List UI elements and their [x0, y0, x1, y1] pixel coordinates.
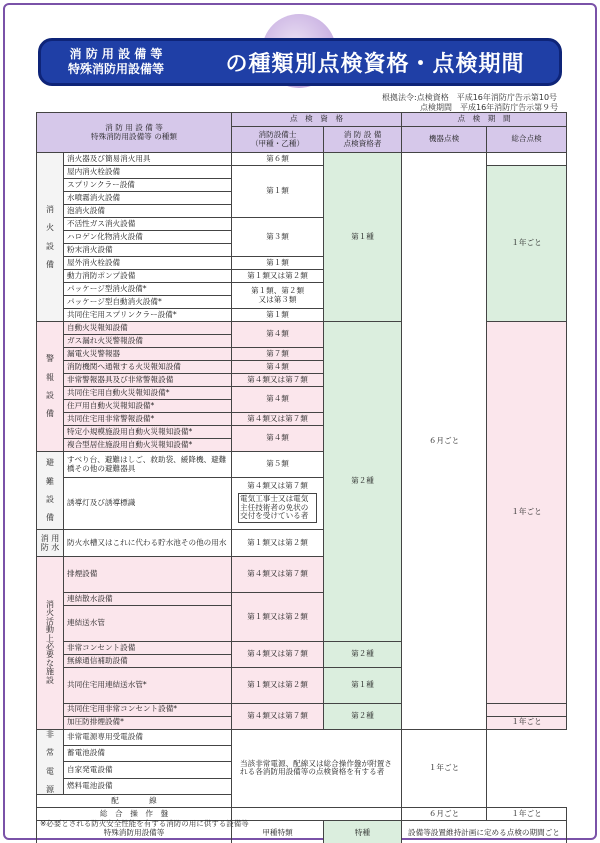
engineer-class: 第４類又は第７類 [232, 413, 324, 426]
equipment-period: ６月ごと [402, 153, 487, 730]
equipment-period: ６月ごと [402, 808, 487, 821]
engineer-class: 第４類 [232, 322, 324, 348]
engineer-class: 第４類又は第７類 [232, 557, 324, 593]
category-emergency-power: 非 常 電 源 [37, 729, 64, 794]
row-item: 自動火災報知設備 [64, 322, 232, 335]
row-item: 共同住宅用連結送水管* [64, 667, 232, 703]
row-item: 無線通信補助設備 [64, 654, 232, 667]
engineer-class: 第４類又は第７類 電気工事士又は電気主任技術者の免状の交付を受けている者 [232, 478, 324, 530]
row-wiring: 配 線 [37, 795, 232, 808]
header-engineer: 消防設備士 （甲種・乙種） [232, 127, 324, 153]
row-item: 複合型居住施設用自動火災報知設備* [64, 439, 232, 452]
row-item: 連結送水管 [64, 606, 232, 642]
row-item: すべり台、避難はしご、救助袋、緩降機、避難橋その他の避難器具 [64, 452, 232, 478]
title-banner [38, 38, 562, 86]
general-period-blank [487, 703, 567, 716]
control-panel-blank [232, 808, 402, 821]
row-item: 水噴霧消火設備 [64, 192, 232, 205]
category-alarm: 警 報 設 備 [37, 322, 64, 452]
row-item: 非常警報器具及び非常警報設備 [64, 374, 232, 387]
row-item: 共同住宅用非常警報設備* [64, 413, 232, 426]
row-item: パッケージ型自動消火設備* [64, 296, 232, 309]
header-inspector: 消 防 設 備 点検資格者 [324, 127, 402, 153]
inspector-kind: 第１種 [324, 153, 402, 322]
engineer-class: 第１類又は第２類 [232, 530, 324, 557]
electrician-qualification: 電気工事士又は電気主任技術者の免状の交付を受けている者 [238, 493, 317, 523]
general-period: １年ごと [487, 166, 567, 322]
row-item: スプリンクラー設備 [64, 179, 232, 192]
title-subject: 消 防 用 設 備 等 特殊消防用設備等 [67, 47, 164, 76]
engineer-class: 第４類 [232, 361, 324, 374]
header-type: 消 防 用 設 備 等 特殊消防用設備等 の種類 [37, 113, 232, 153]
inspection-table [36, 112, 567, 843]
row-item: パッケージ型消火設備* [64, 283, 232, 296]
row-item: 粉末消火設備 [64, 244, 232, 257]
row-item: 漏電火災警報器 [64, 348, 232, 361]
engineer-class: 第１類、第２類 又は第３類 [232, 283, 324, 309]
engineer-class: 第１類又は第２類 [232, 593, 324, 642]
legal-basis-line2: 点検期間 平成16年消防庁告示第９号 [420, 103, 559, 112]
inspector-kind: 第２種 [324, 322, 402, 642]
page-title: の種類別点検資格・点検期間 [225, 51, 525, 77]
general-period: １年ごと [487, 716, 567, 729]
row-item: 共同住宅用スプリンクラー設備* [64, 309, 232, 322]
row-item: 自家発電設備 [64, 762, 232, 778]
row-item: 防火水槽又はこれに代わる貯水池その他の用水 [64, 530, 232, 557]
header-equipment-check: 機器点検 [402, 127, 487, 153]
legal-basis-line1: 根拠法令:点検資格 平成16年消防庁告示第10号 [382, 93, 558, 102]
row-item: ハロゲン化物消火設備 [64, 231, 232, 244]
row-control-panel: 総 合 操 作 盤 [37, 808, 232, 821]
row-item: ガス漏れ火災警報設備 [64, 335, 232, 348]
footnote: ※必要とされる防火安全性能を有する消防の用に供する設備等 [40, 819, 249, 828]
engineer-class: 第１類 [232, 309, 324, 322]
general-period-blank [487, 153, 567, 166]
row-item: 消火器及び簡易消火用具 [64, 153, 232, 166]
category-evacuation: 避 難 設 備 [37, 452, 64, 530]
general-period: １年ごと [487, 322, 567, 704]
row-item: 燃料電池設備 [64, 778, 232, 794]
header-period: 点 検 期 間 [402, 113, 567, 127]
row-item: 屋外消火栓設備 [64, 257, 232, 270]
row-item: 加圧防排煙設備* [64, 716, 232, 729]
header-qualification: 点 検 資 格 [232, 113, 402, 127]
engineer-class: 第４類又は第７類 [232, 641, 324, 667]
engineer-class: 第１類又は第２類 [232, 667, 324, 703]
general-period: １年ごと [487, 808, 567, 821]
inspector-kind: 特種 [324, 821, 402, 843]
row-item: 動力消防ポンプ設備 [64, 270, 232, 283]
engineer-class: 第４類又は第７類 [232, 374, 324, 387]
row-item: 連結散水設備 [64, 593, 232, 606]
row-item: 蓄電池設備 [64, 746, 232, 762]
category-fire: 消 火 設 備 [37, 153, 64, 322]
engineer-class: 第１類 [232, 166, 324, 218]
row-item: 共同住宅用非常コンセント設備* [64, 703, 232, 716]
engineer-class: 第４類 [232, 387, 324, 413]
row-item: 非常コンセント設備 [64, 641, 232, 654]
engineer-class: 甲種特類 [232, 821, 324, 843]
row-item: 不活性ガス消火設備 [64, 218, 232, 231]
inspector-kind: 第１種 [324, 667, 402, 703]
engineer-class: 第６類 [232, 153, 324, 166]
engineer-class: 第７類 [232, 348, 324, 361]
inspector-kind: 第２種 [324, 641, 402, 667]
row-item: 特定小規模施設用自動火災報知設備* [64, 426, 232, 439]
inspector-kind: 第２種 [324, 703, 402, 729]
category-water: 消 用 防 水 [37, 530, 64, 557]
row-item: 誘導灯及び誘導標識 [64, 478, 232, 530]
engineer-class: 第４類又は第７類 [232, 703, 324, 729]
engineer-class: 第５類 [232, 452, 324, 478]
special-period: 設備等設置維持計画に定める点検の期間ごと [402, 821, 567, 843]
row-item: 非常電源専用受電設備 [64, 729, 232, 745]
general-period: １年ごと [402, 729, 487, 807]
row-item: 屋内消火栓設備 [64, 166, 232, 179]
engineer-class: 第４類 [232, 426, 324, 452]
row-special: 特殊消防用設備等 [37, 821, 232, 843]
engineer-class: 第１類 [232, 257, 324, 270]
row-item: 共同住宅用自動火災報知設備* [64, 387, 232, 400]
row-item: 住戸用自動火災報知設備* [64, 400, 232, 413]
category-firefighting: 消 火 活 動 上 必 要 な 施 設 [37, 557, 64, 730]
row-item: 消防機関へ通報する火災報知設備 [64, 361, 232, 374]
header-general-check: 総合点検 [487, 127, 567, 153]
engineer-class: 第３類 [232, 218, 324, 257]
power-qualification: 当該非常電源、配線又は総合操作盤が附置される各消防用設備等の点検資格を有する者 [232, 729, 402, 807]
row-item: 泡消火設備 [64, 205, 232, 218]
row-item: 排煙設備 [64, 557, 232, 593]
engineer-class: 第１類又は第２類 [232, 270, 324, 283]
